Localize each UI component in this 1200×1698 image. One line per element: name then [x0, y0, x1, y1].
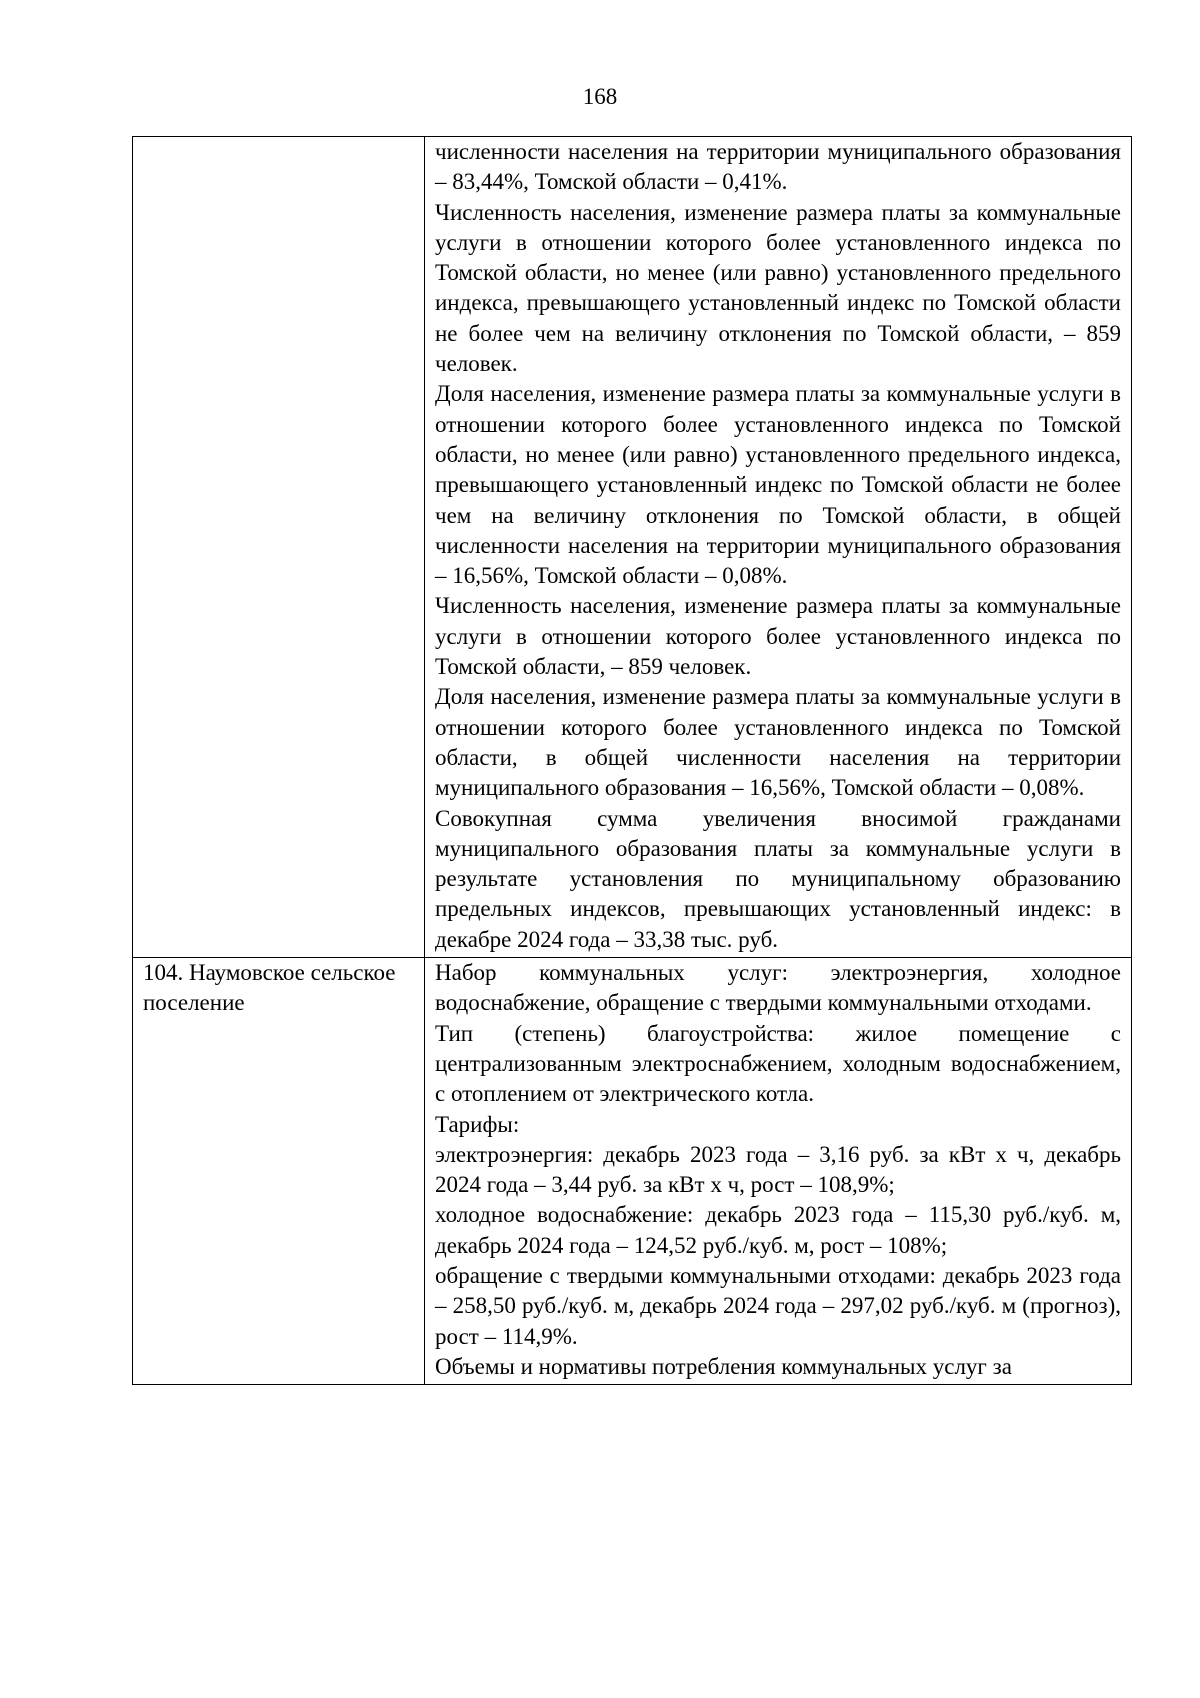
- paragraph: холодное водоснабжение: декабрь 2023 года – 115,30 руб./куб. м, декабрь 2024 года – 124,52 руб./куб. м, рост – 108%;: [435, 1202, 1121, 1258]
- paragraph: Набор коммунальных услуг: электроэнергия, холодное водоснабжение, обращение с твердыми коммунальными отходами.: [435, 960, 1121, 1016]
- paragraph: электроэнергия: декабрь 2023 года – 3,16 руб. за кВт х ч, декабрь 2024 года – 3,44 руб. за кВт х ч, рост – 108,9%;: [435, 1141, 1121, 1198]
- description-cell: [425, 958, 1132, 1385]
- table-row: [133, 137, 1132, 958]
- paragraph: Тарифы:: [435, 1111, 520, 1137]
- municipal-data-table: [132, 136, 1132, 1385]
- paragraph: Совокупная сумма увеличения вносимой гражданами муниципального образования платы за коммунальные услуги в результате установления по муниципальному образованию предельных индексов, превышающих установленный индекс: в декабре 2024 года – 33,38 тыс. руб.: [435, 805, 1121, 952]
- description-cell: [425, 137, 1132, 958]
- municipality-cell: [133, 137, 425, 958]
- paragraph: Тип (степень) благоустройства: жилое помещение с централизованным электроснабжением, холодным водоснабжением, с отоплением от электрического котла.: [435, 1020, 1121, 1107]
- page-number: 168: [582, 84, 618, 109]
- paragraph: Численность населения, изменение размера платы за коммунальные услуги в отношении которого более установленного индекса по Томской области, – 859 человек.: [435, 593, 1121, 680]
- paragraph: Объемы и нормативы потребления коммунальных услуг за: [435, 1353, 1012, 1379]
- paragraph: Доля населения, изменение размера платы за коммунальные услуги в отношении которого более установленного индекса по Томской области, но менее (или равно) установленного предельного индекса, превышающего установленный индекс по Томской области не более чем на величину отклонения по Томской области, в общей численности населения на территории муниципального образования – 16,56%, Томской области – 0,08%.: [435, 381, 1121, 589]
- paragraph: Численность населения, изменение размера платы за коммунальные услуги в отношении которого более установленного индекса по Томской области, но менее (или равно) установленного предельного индекса, превышающего установленный индекс по Томской области не более чем на величину отклонения по Томской области, – 859 человек.: [435, 199, 1121, 377]
- paragraph: обращение с твердыми коммунальными отходами: декабрь 2023 года – 258,50 руб./куб. м, декабрь 2024 года – 297,02 руб./куб. м (прогноз), рост – 114,9%.: [435, 1262, 1121, 1349]
- paragraph: численности населения на территории муниципального образования – 83,44%, Томской области – 0,41%.: [435, 139, 1121, 195]
- table-row: [133, 958, 1132, 1385]
- municipality-cell: 104. Наумовское сельское поселение: [133, 958, 425, 1385]
- paragraph: Доля населения, изменение размера платы за коммунальные услуги в отношении которого более установленного индекса по Томской области, в общей численности населения на территории муниципального образования – 16,56%, Томской области – 0,08%.: [435, 684, 1121, 801]
